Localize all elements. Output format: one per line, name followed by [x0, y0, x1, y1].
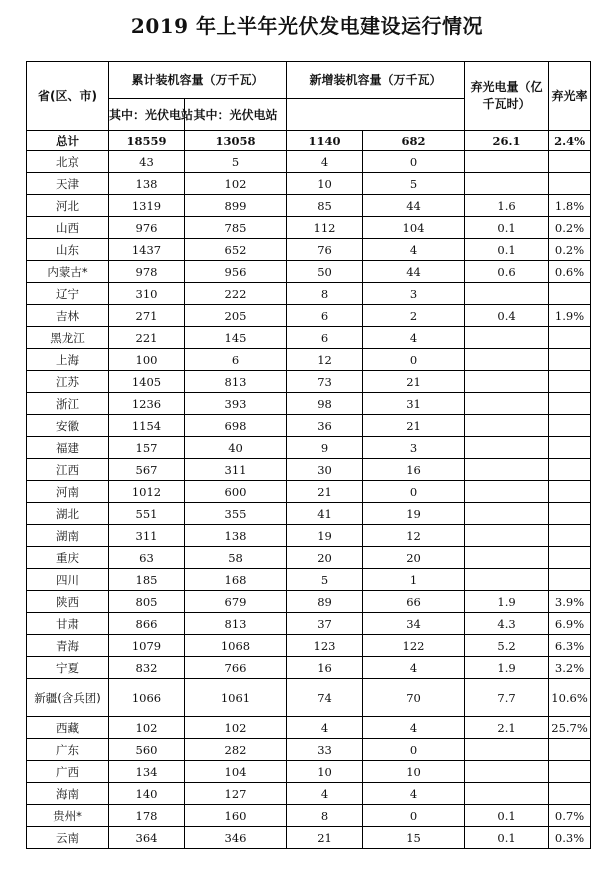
cell-new: 12 — [287, 349, 363, 371]
cell-curtailed: 0.1 — [465, 827, 549, 849]
cell-curtailment-rate — [549, 459, 591, 481]
cell-province: 广西 — [27, 761, 109, 783]
cell-cumulative: 866 — [109, 613, 185, 635]
table-row — [27, 393, 591, 415]
cell-new: 50 — [287, 261, 363, 283]
cell-new-pv-station: 5 — [363, 173, 465, 195]
cell-new-pv-station: 682 — [363, 131, 465, 151]
cell-province: 湖南 — [27, 525, 109, 547]
cell-cumulative: 1012 — [109, 481, 185, 503]
cell-curtailment-rate — [549, 327, 591, 349]
cell-cumulative: 100 — [109, 349, 185, 371]
cell-new: 21 — [287, 827, 363, 849]
cell-curtailment-rate — [549, 437, 591, 459]
cell-curtailed — [465, 349, 549, 371]
cell-curtailed — [465, 173, 549, 195]
cell-cumulative-pv-station: 6 — [185, 349, 287, 371]
cell-new-pv-station: 12 — [363, 525, 465, 547]
cell-new-pv-station: 44 — [363, 195, 465, 217]
cell-new: 41 — [287, 503, 363, 525]
cell-new: 6 — [287, 305, 363, 327]
cell-curtailment-rate — [549, 569, 591, 591]
table-row — [27, 305, 591, 327]
table-row — [27, 327, 591, 349]
cell-curtailment-rate: 0.3% — [549, 827, 591, 849]
cell-cumulative-pv-station: 5 — [185, 151, 287, 173]
cell-cumulative-pv-station: 222 — [185, 283, 287, 305]
cell-curtailed — [465, 547, 549, 569]
cell-curtailed — [465, 525, 549, 547]
cell-curtailment-rate — [549, 415, 591, 437]
table-row — [27, 371, 591, 393]
cell-new-pv-station: 2 — [363, 305, 465, 327]
cell-province: 安徽 — [27, 415, 109, 437]
cell-cumulative-pv-station: 813 — [185, 371, 287, 393]
cell-new-pv-station: 1 — [363, 569, 465, 591]
cell-cumulative: 185 — [109, 569, 185, 591]
cell-cumulative-pv-station: 282 — [185, 739, 287, 761]
cell-cumulative: 364 — [109, 827, 185, 849]
cell-curtailment-rate: 0.2% — [549, 217, 591, 239]
cell-cumulative-pv-station: 160 — [185, 805, 287, 827]
cell-curtailed: 1.9 — [465, 657, 549, 679]
cell-curtailed: 0.1 — [465, 239, 549, 261]
cell-new: 89 — [287, 591, 363, 613]
cell-cumulative: 805 — [109, 591, 185, 613]
table-row — [27, 569, 591, 591]
cell-new-pv-station: 104 — [363, 217, 465, 239]
cell-new: 1140 — [287, 131, 363, 151]
table-row — [27, 415, 591, 437]
table-row — [27, 827, 591, 849]
cell-province: 贵州* — [27, 805, 109, 827]
cell-cumulative: 1154 — [109, 415, 185, 437]
cell-province: 湖北 — [27, 503, 109, 525]
cell-cumulative-pv-station: 102 — [185, 173, 287, 195]
cell-new: 37 — [287, 613, 363, 635]
cell-province: 江西 — [27, 459, 109, 481]
cell-province: 辽宁 — [27, 283, 109, 305]
cell-curtailed: 1.9 — [465, 591, 549, 613]
cell-new: 85 — [287, 195, 363, 217]
cell-new-pv-station: 10 — [363, 761, 465, 783]
cell-cumulative: 1405 — [109, 371, 185, 393]
cell-curtailment-rate — [549, 783, 591, 805]
cell-curtailed: 26.1 — [465, 131, 549, 151]
cell-cumulative: 271 — [109, 305, 185, 327]
header-cumulative-capacity: 累计装机容量（万千瓦） — [109, 62, 287, 99]
cell-new: 112 — [287, 217, 363, 239]
cell-curtailed: 0.1 — [465, 805, 549, 827]
table-row — [27, 591, 591, 613]
cell-new-pv-station: 19 — [363, 503, 465, 525]
cell-cumulative-pv-station: 58 — [185, 547, 287, 569]
cell-curtailed: 1.6 — [465, 195, 549, 217]
cell-province: 内蒙古* — [27, 261, 109, 283]
cell-new-pv-station: 44 — [363, 261, 465, 283]
table-row — [27, 173, 591, 195]
cell-new-pv-station: 122 — [363, 635, 465, 657]
table-row — [27, 481, 591, 503]
cell-cumulative-pv-station: 899 — [185, 195, 287, 217]
cell-curtailed — [465, 569, 549, 591]
cell-cumulative: 1066 — [109, 679, 185, 717]
table-body — [27, 131, 591, 849]
cell-curtailment-rate — [549, 283, 591, 305]
header-curtailment-rate: 弃光率 — [549, 62, 591, 131]
cell-new: 10 — [287, 173, 363, 195]
cell-new-pv-station: 4 — [363, 239, 465, 261]
cell-cumulative-pv-station: 145 — [185, 327, 287, 349]
table-row — [27, 679, 591, 717]
cell-new: 33 — [287, 739, 363, 761]
cell-new: 20 — [287, 547, 363, 569]
cell-new: 30 — [287, 459, 363, 481]
header-province: 省(区、市) — [27, 62, 109, 131]
cell-cumulative-pv-station: 40 — [185, 437, 287, 459]
cell-province: 青海 — [27, 635, 109, 657]
table-row — [27, 151, 591, 173]
cell-cumulative-pv-station: 393 — [185, 393, 287, 415]
cell-new-pv-station: 0 — [363, 805, 465, 827]
pv-statistics-table — [26, 61, 591, 849]
header-cumulative-pv-station: 其中：光伏电站 — [109, 99, 185, 131]
cell-new: 8 — [287, 805, 363, 827]
cell-curtailment-rate: 25.7% — [549, 717, 591, 739]
cell-new-pv-station: 15 — [363, 827, 465, 849]
header-curtailed-energy: 弃光电量（亿千瓦时） — [465, 62, 549, 131]
cell-province: 甘肃 — [27, 613, 109, 635]
cell-cumulative: 1236 — [109, 393, 185, 415]
cell-new-pv-station: 31 — [363, 393, 465, 415]
table-header — [27, 62, 591, 131]
cell-cumulative-pv-station: 813 — [185, 613, 287, 635]
cell-cumulative-pv-station: 205 — [185, 305, 287, 327]
cell-curtailed — [465, 327, 549, 349]
cell-cumulative: 976 — [109, 217, 185, 239]
cell-curtailed: 0.4 — [465, 305, 549, 327]
cell-curtailment-rate — [549, 151, 591, 173]
cell-curtailed — [465, 415, 549, 437]
cell-province: 吉林 — [27, 305, 109, 327]
cell-cumulative: 18559 — [109, 131, 185, 151]
cell-curtailment-rate — [549, 761, 591, 783]
cell-curtailment-rate — [549, 481, 591, 503]
cell-new-pv-station: 0 — [363, 739, 465, 761]
cell-province: 四川 — [27, 569, 109, 591]
table-row — [27, 657, 591, 679]
cell-cumulative: 43 — [109, 151, 185, 173]
cell-curtailment-rate — [549, 503, 591, 525]
cell-province: 宁夏 — [27, 657, 109, 679]
cell-cumulative: 1319 — [109, 195, 185, 217]
cell-new: 73 — [287, 371, 363, 393]
cell-cumulative-pv-station: 168 — [185, 569, 287, 591]
cell-curtailment-rate — [549, 349, 591, 371]
cell-cumulative: 560 — [109, 739, 185, 761]
table-row — [27, 239, 591, 261]
cell-province: 陕西 — [27, 591, 109, 613]
cell-new-pv-station: 4 — [363, 717, 465, 739]
cell-cumulative-pv-station: 698 — [185, 415, 287, 437]
table-row — [27, 349, 591, 371]
cell-cumulative-pv-station: 102 — [185, 717, 287, 739]
cell-curtailed — [465, 503, 549, 525]
cell-province: 浙江 — [27, 393, 109, 415]
cell-curtailment-rate — [549, 525, 591, 547]
cell-curtailed — [465, 393, 549, 415]
cell-new-pv-station: 21 — [363, 371, 465, 393]
cell-curtailment-rate: 3.2% — [549, 657, 591, 679]
cell-new-pv-station: 4 — [363, 657, 465, 679]
cell-province: 天津 — [27, 173, 109, 195]
cell-curtailment-rate: 0.6% — [549, 261, 591, 283]
table-row — [27, 717, 591, 739]
cell-new: 21 — [287, 481, 363, 503]
table-row — [27, 783, 591, 805]
cell-new-pv-station: 0 — [363, 151, 465, 173]
cell-cumulative: 134 — [109, 761, 185, 783]
cell-new: 19 — [287, 525, 363, 547]
cell-curtailment-rate: 6.3% — [549, 635, 591, 657]
cell-new-pv-station: 34 — [363, 613, 465, 635]
cell-curtailment-rate: 10.6% — [549, 679, 591, 717]
cell-new: 5 — [287, 569, 363, 591]
cell-curtailment-rate: 0.7% — [549, 805, 591, 827]
cell-province: 福建 — [27, 437, 109, 459]
cell-cumulative: 1079 — [109, 635, 185, 657]
cell-curtailed — [465, 459, 549, 481]
cell-province: 山东 — [27, 239, 109, 261]
table-row — [27, 217, 591, 239]
cell-cumulative-pv-station: 679 — [185, 591, 287, 613]
cell-province: 河南 — [27, 481, 109, 503]
cell-province: 上海 — [27, 349, 109, 371]
header-new-pv-station: 其中：光伏电站 — [185, 99, 287, 131]
cell-curtailed — [465, 739, 549, 761]
cell-new: 4 — [287, 783, 363, 805]
cell-cumulative-pv-station: 13058 — [185, 131, 287, 151]
cell-new-pv-station: 66 — [363, 591, 465, 613]
cell-new: 36 — [287, 415, 363, 437]
cell-curtailed: 5.2 — [465, 635, 549, 657]
cell-curtailed: 0.6 — [465, 261, 549, 283]
cell-curtailed: 2.1 — [465, 717, 549, 739]
cell-province: 黑龙江 — [27, 327, 109, 349]
table-row — [27, 195, 591, 217]
cell-cumulative: 63 — [109, 547, 185, 569]
cell-province: 总计 — [27, 131, 109, 151]
cell-cumulative-pv-station: 355 — [185, 503, 287, 525]
cell-new-pv-station: 70 — [363, 679, 465, 717]
cell-new: 4 — [287, 717, 363, 739]
cell-curtailed — [465, 283, 549, 305]
cell-province: 河北 — [27, 195, 109, 217]
cell-cumulative: 832 — [109, 657, 185, 679]
cell-cumulative-pv-station: 127 — [185, 783, 287, 805]
cell-curtailment-rate — [549, 173, 591, 195]
cell-new: 10 — [287, 761, 363, 783]
cell-cumulative: 310 — [109, 283, 185, 305]
cell-cumulative: 140 — [109, 783, 185, 805]
table-row — [27, 525, 591, 547]
cell-curtailment-rate: 1.9% — [549, 305, 591, 327]
cell-new: 6 — [287, 327, 363, 349]
table-row — [27, 635, 591, 657]
cell-new-pv-station: 4 — [363, 327, 465, 349]
cell-new: 76 — [287, 239, 363, 261]
cell-new: 4 — [287, 151, 363, 173]
cell-province: 西藏 — [27, 717, 109, 739]
cell-cumulative-pv-station: 1061 — [185, 679, 287, 717]
cell-cumulative-pv-station: 1068 — [185, 635, 287, 657]
table-row — [27, 459, 591, 481]
table-row — [27, 437, 591, 459]
cell-cumulative-pv-station: 104 — [185, 761, 287, 783]
cell-cumulative: 221 — [109, 327, 185, 349]
cell-new: 74 — [287, 679, 363, 717]
table-row — [27, 503, 591, 525]
table-row — [27, 739, 591, 761]
table-row — [27, 547, 591, 569]
cell-curtailment-rate: 0.2% — [549, 239, 591, 261]
header-new-capacity: 新增装机容量（万千瓦） — [287, 62, 465, 99]
cell-cumulative-pv-station: 766 — [185, 657, 287, 679]
cell-new-pv-station: 3 — [363, 437, 465, 459]
cell-curtailed: 4.3 — [465, 613, 549, 635]
cell-cumulative-pv-station: 600 — [185, 481, 287, 503]
cell-curtailment-rate — [549, 739, 591, 761]
cell-curtailed — [465, 783, 549, 805]
cell-cumulative: 102 — [109, 717, 185, 739]
cell-curtailed — [465, 437, 549, 459]
cell-curtailment-rate — [549, 547, 591, 569]
cell-curtailed — [465, 371, 549, 393]
cell-cumulative: 1437 — [109, 239, 185, 261]
cell-curtailment-rate — [549, 393, 591, 415]
cell-cumulative-pv-station: 346 — [185, 827, 287, 849]
cell-curtailed: 0.1 — [465, 217, 549, 239]
cell-cumulative-pv-station: 652 — [185, 239, 287, 261]
page-title: 2019 年上半年光伏发电建设运行情况 — [130, 14, 484, 38]
cell-province: 北京 — [27, 151, 109, 173]
cell-cumulative: 178 — [109, 805, 185, 827]
cell-province: 新疆(含兵团) — [27, 679, 109, 717]
table-row — [27, 761, 591, 783]
cell-new-pv-station: 21 — [363, 415, 465, 437]
cell-curtailed — [465, 481, 549, 503]
cell-curtailed: 7.7 — [465, 679, 549, 717]
cell-curtailment-rate: 6.9% — [549, 613, 591, 635]
cell-curtailment-rate: 3.9% — [549, 591, 591, 613]
table-row — [27, 613, 591, 635]
cell-cumulative-pv-station: 138 — [185, 525, 287, 547]
cell-cumulative: 157 — [109, 437, 185, 459]
cell-new: 98 — [287, 393, 363, 415]
table-row — [27, 261, 591, 283]
cell-cumulative: 567 — [109, 459, 185, 481]
cell-province: 江苏 — [27, 371, 109, 393]
cell-new-pv-station: 20 — [363, 547, 465, 569]
cell-cumulative: 138 — [109, 173, 185, 195]
cell-province: 山西 — [27, 217, 109, 239]
cell-cumulative-pv-station: 311 — [185, 459, 287, 481]
cell-new-pv-station: 0 — [363, 481, 465, 503]
cell-new-pv-station: 3 — [363, 283, 465, 305]
cell-new: 9 — [287, 437, 363, 459]
cell-new: 123 — [287, 635, 363, 657]
cell-curtailment-rate: 1.8% — [549, 195, 591, 217]
cell-new-pv-station: 4 — [363, 783, 465, 805]
cell-new: 16 — [287, 657, 363, 679]
cell-cumulative: 551 — [109, 503, 185, 525]
cell-province: 云南 — [27, 827, 109, 849]
cell-province: 重庆 — [27, 547, 109, 569]
cell-new-pv-station: 16 — [363, 459, 465, 481]
cell-new: 8 — [287, 283, 363, 305]
cell-cumulative-pv-station: 956 — [185, 261, 287, 283]
cell-curtailment-rate — [549, 371, 591, 393]
table-row — [27, 805, 591, 827]
cell-curtailment-rate: 2.4% — [549, 131, 591, 151]
cell-cumulative: 978 — [109, 261, 185, 283]
table-row-total — [27, 131, 591, 151]
table-row — [27, 283, 591, 305]
cell-curtailed — [465, 151, 549, 173]
cell-new-pv-station: 0 — [363, 349, 465, 371]
cell-cumulative-pv-station: 785 — [185, 217, 287, 239]
cell-province: 海南 — [27, 783, 109, 805]
cell-cumulative: 311 — [109, 525, 185, 547]
cell-province: 广东 — [27, 739, 109, 761]
cell-curtailed — [465, 761, 549, 783]
